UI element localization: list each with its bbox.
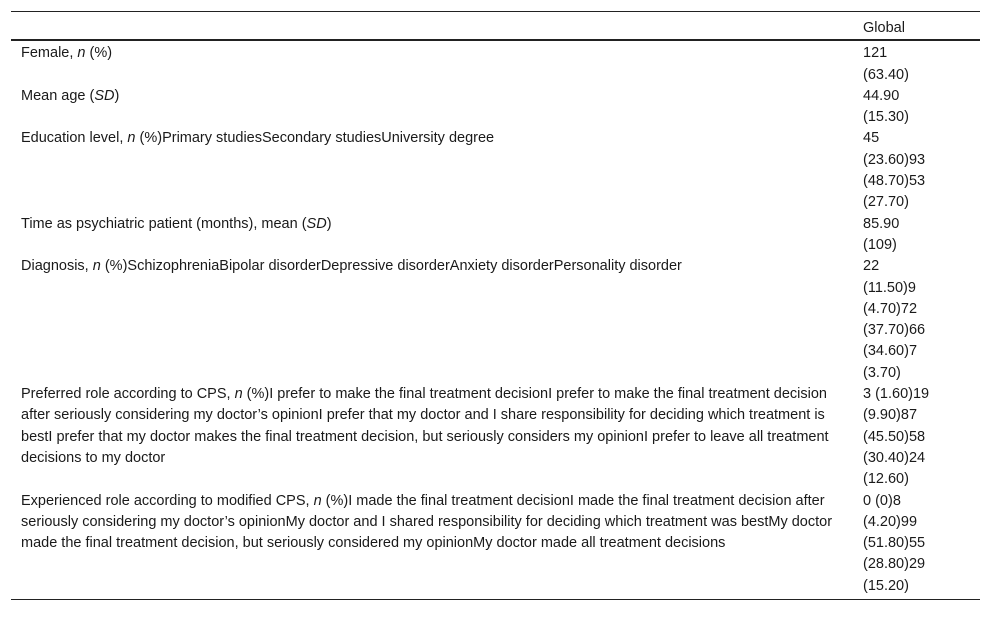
header-global-cell: Global [863, 20, 905, 36]
table-row [11, 491, 980, 599]
table-row [11, 86, 980, 129]
row-label: Experienced role according to modified CPS, n (%)I made the final treatment decisionI made the final treatment decision after seriously considering my doctor’s opinionMy doctor and I shared responsibility for deciding which treatment was bestMy doctor made the final treatment decision, but seriously considered my opinionMy doctor made all treatment decisions [21, 492, 833, 552]
row-value: 44.90 (15.30) [863, 87, 909, 126]
demographics-table [11, 11, 980, 600]
header-variable-cell [11, 12, 855, 39]
table-row [11, 256, 980, 384]
row-label: Education level, n (%)Primary studiesSecondary studiesUniversity degree [21, 130, 495, 147]
row-value: 45 (23.60)93 (48.70)53 (27.70) [863, 130, 926, 211]
table-row [11, 214, 980, 257]
table-row [11, 41, 980, 86]
table-row [11, 384, 980, 490]
row-value: 3 (1.60)19 (9.90)87 (45.50)58 (30.40)24 (12.60) [863, 386, 930, 488]
row-value: 22 (11.50)9 (4.70)72 (37.70)66 (34.60)7 (3.70) [863, 258, 926, 381]
row-label: Mean age (SD) [21, 87, 120, 104]
table-row [11, 128, 980, 213]
row-label: Time as psychiatric patient (months), mean (SD) [21, 215, 332, 232]
row-label: Preferred role according to CPS, n (%)I prefer to make the final treatment decisionI prefer to make the final treatment decision after seriously considering my doctor’s opinionI prefer that my doctor and I share responsibility for deciding which treatment is bestI prefer that my doctor makes the final treatment decision, but seriously considers my opinionI prefer to leave all treatment decisions to my doctor [21, 386, 829, 466]
row-value: 0 (0)8 (4.20)99 (51.80)55 (28.80)29 (15.20) [863, 492, 926, 594]
table-header-row [11, 12, 980, 41]
row-label: Female, n (%) [21, 45, 113, 62]
row-label: Diagnosis, n (%)SchizophreniaBipolar disorderDepressive disorderAnxiety disorderPersonality disorder [21, 258, 682, 275]
row-value: 85.90 (109) [863, 215, 900, 253]
row-value: 121 (63.40) [863, 45, 909, 83]
